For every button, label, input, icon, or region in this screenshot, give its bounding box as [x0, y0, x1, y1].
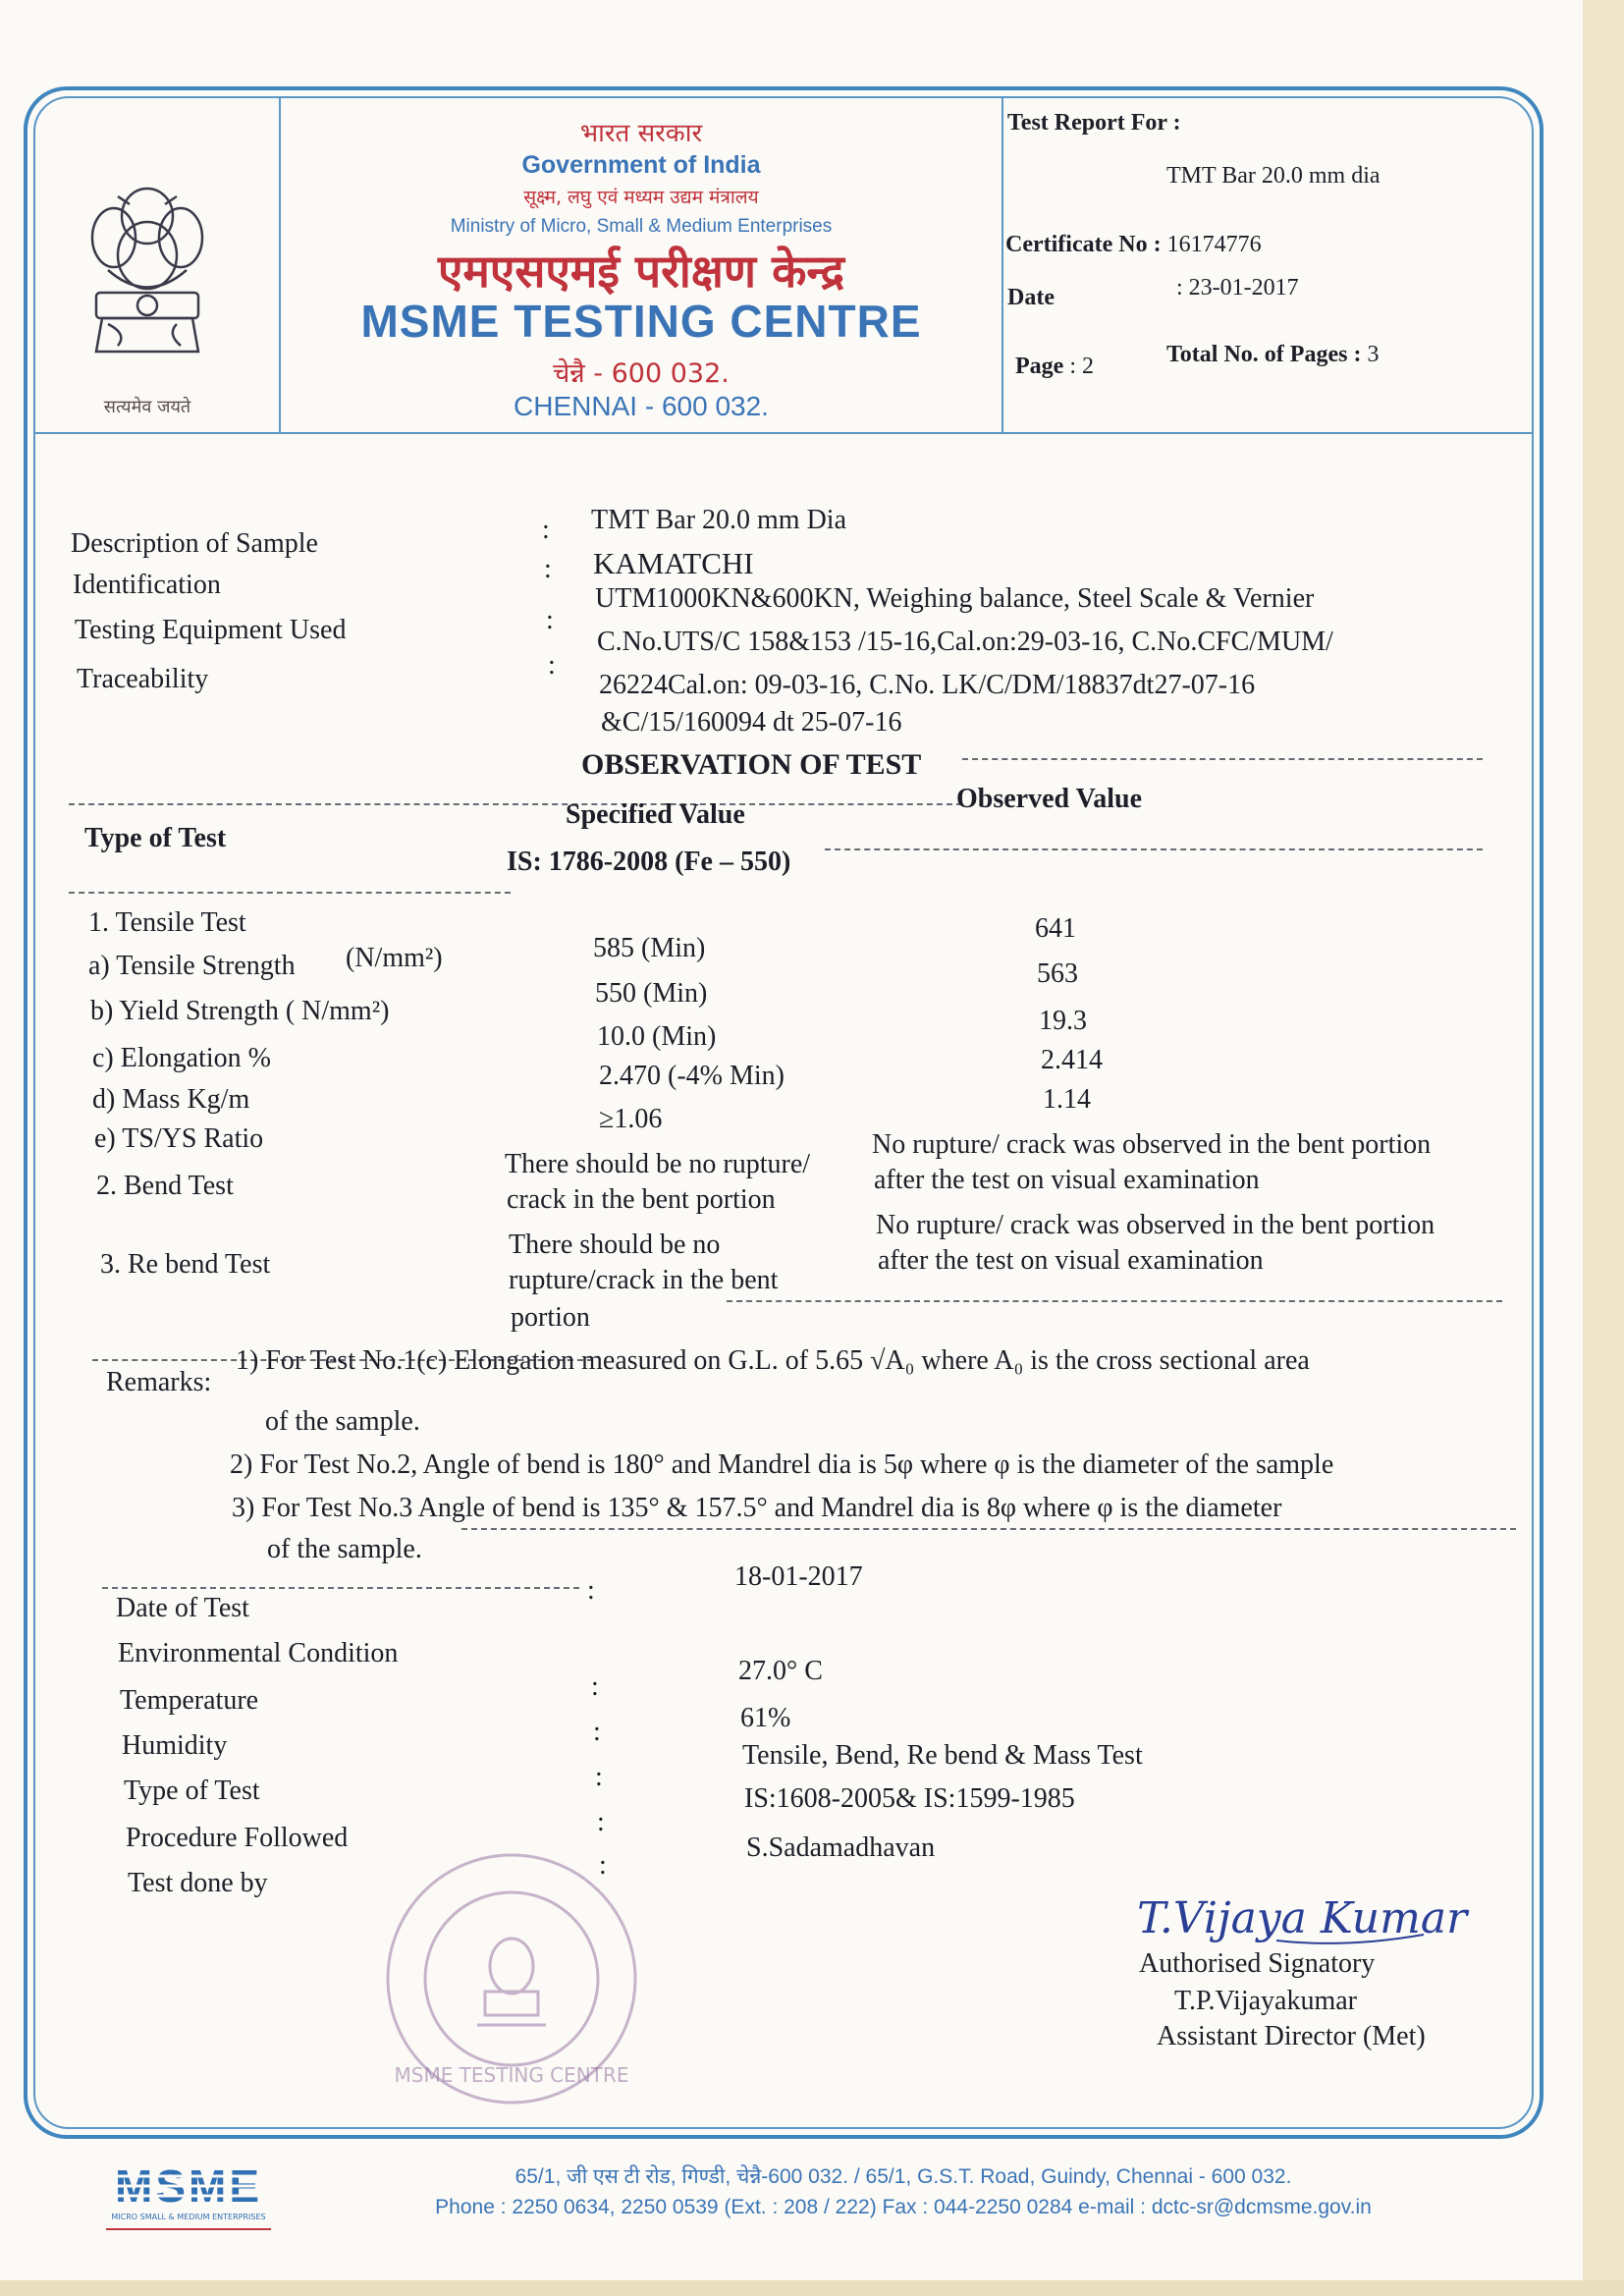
label-procedure: Procedure Followed: [126, 1823, 349, 1853]
certificate-label: Certificate No :: [1005, 232, 1162, 257]
colon: :: [597, 1807, 605, 1837]
remark-3-cont: of the sample.: [267, 1534, 422, 1564]
bend-spec: There should be no rupture/: [505, 1149, 811, 1179]
emblem-motto: सत्यमेव जयते: [103, 397, 191, 417]
value-test-done-by: S.Sadamadhavan: [746, 1832, 936, 1863]
signatory-name: T.P.Vijayakumar: [1174, 1986, 1357, 2016]
certificate-number: 16174776: [1166, 232, 1262, 257]
city-english: CHENNAI - 600 032.: [514, 391, 769, 421]
signatory-designation: Assistant Director (Met): [1157, 2021, 1426, 2051]
colon: :: [595, 1762, 603, 1792]
row-observed: 19.3: [1039, 1006, 1087, 1036]
colon: :: [593, 1717, 601, 1747]
divider: [962, 758, 1483, 760]
remark-3: 3) For Test No.3 Angle of bend is 135° & 157.5° and Mandrel dia is 8φ where φ is the diameter: [232, 1493, 1282, 1523]
label-description: Description of Sample: [71, 528, 318, 559]
total-pages-value: 3: [1367, 342, 1380, 367]
row-specified: ≥1.06: [599, 1104, 663, 1134]
seal-text: MSME TESTING CENTRE: [394, 2063, 629, 2087]
header-divider-left: [279, 96, 281, 434]
label-traceability: Traceability: [77, 664, 209, 694]
col-observed-value: Observed Value: [956, 784, 1143, 814]
row-specified: 10.0 (Min): [597, 1021, 717, 1052]
row-name: 1. Tensile Test: [88, 907, 246, 938]
office-seal-icon: [379, 1846, 644, 2111]
row-unit: (N/mm²): [346, 943, 443, 973]
remark-1-cont: of the sample.: [265, 1406, 420, 1437]
report-for-value: TMT Bar 20.0 mm dia: [1166, 163, 1380, 189]
row-observed: 563: [1037, 958, 1078, 989]
value-equipment: UTM1000KN&600KN, Weighing balance, Steel Scale & Vernier: [595, 583, 1315, 614]
report-for-label: Test Report For :: [1007, 110, 1181, 136]
ministry-english: Ministry of Micro, Small & Medium Enterprises: [450, 216, 833, 237]
value-date-of-test: 18-01-2017: [734, 1561, 863, 1592]
city-hindi: चेन्नै - 600 032.: [553, 358, 730, 389]
govt-hindi: भारत सरकार: [579, 119, 703, 148]
label-type-of-test: Type of Test: [124, 1776, 260, 1806]
page-label: Page: [1015, 354, 1064, 379]
signature: [1129, 1878, 1468, 1956]
label-temperature: Temperature: [120, 1685, 259, 1716]
col-specified-value: Specified Value: [566, 799, 745, 830]
remark-1: 1) For Test No.1(c) Elongation measured on G.L. of 5.65 √A₀ where A₀ is the cross sectional area: [236, 1345, 1310, 1376]
row-name: c) Elongation %: [92, 1043, 271, 1073]
value-trace-3: &C/15/160094 dt 25-07-16: [601, 707, 902, 738]
row-name: d) Mass Kg/m: [92, 1084, 250, 1115]
colon: :: [544, 554, 552, 584]
centre-hindi: एमएसएमई परीक्षण केन्द्र: [437, 245, 845, 298]
bend-spec: crack in the bent portion: [507, 1184, 776, 1215]
row-observed: 1.14: [1043, 1084, 1091, 1115]
value-temperature: 27.0° C: [738, 1656, 823, 1686]
label-test-done-by: Test done by: [128, 1868, 268, 1898]
header-divider-right: [1001, 96, 1003, 434]
colon: :: [591, 1671, 599, 1702]
footer-address: 65/1, जी एस टी रोड, गिण्डी, चेन्नै-600 032. / 65/1, G.S.T. Road, Guindy, Chennai - 600 032.: [514, 2165, 1292, 2188]
rebend-observed: No rupture/ crack was observed in the bent portion: [876, 1210, 1435, 1240]
rebend-spec: There should be no: [509, 1230, 721, 1260]
msme-logo-icon: [98, 2159, 279, 2247]
value-type-of-test: Tensile, Bend, Re bend & Mass Test: [742, 1740, 1143, 1771]
remark-2: 2) For Test No.2, Angle of bend is 180° and Mandrel dia is 5φ where φ is the diameter of the sample: [230, 1449, 1334, 1480]
divider: [461, 1528, 1516, 1530]
row-specified: 550 (Min): [595, 978, 708, 1009]
rebend-spec: rupture/crack in the bent: [509, 1265, 779, 1295]
signature-text: T.Vijaya Kumar: [1137, 1893, 1468, 1943]
value-humidity: 61%: [740, 1703, 791, 1733]
divider: [825, 848, 1483, 850]
ministry-hindi: सूक्ष्म, लघु एवं मध्यम उद्यम मंत्रालय: [523, 187, 759, 208]
row-name: a) Tensile Strength: [88, 951, 296, 981]
observation-title: OBSERVATION OF TEST: [581, 748, 922, 781]
bend-observed: after the test on visual examination: [874, 1165, 1260, 1195]
value-description: TMT Bar 20.0 mm Dia: [591, 505, 847, 535]
standard: IS: 1786-2008 (Fe – 550): [507, 847, 791, 877]
colon: :: [587, 1575, 595, 1606]
value-procedure: IS:1608-2005& IS:1599-1985: [744, 1783, 1075, 1814]
colon: :: [542, 515, 550, 545]
page-bottom-edge: [0, 2280, 1624, 2296]
colon: :: [548, 650, 556, 681]
date-label: Date: [1007, 285, 1055, 310]
bend-test-name: 2. Bend Test: [96, 1171, 234, 1201]
divider: [102, 1587, 579, 1589]
govt-english: Government of India: [521, 151, 761, 179]
row-specified: 585 (Min): [593, 933, 706, 963]
date-value: : 23-01-2017: [1176, 275, 1299, 301]
label-humidity: Humidity: [122, 1730, 228, 1761]
row-observed: 2.414: [1041, 1045, 1103, 1075]
lion-emblem-icon: [79, 177, 216, 393]
divider: [727, 1300, 1502, 1302]
row-observed: 641: [1035, 913, 1076, 944]
colon: :: [546, 605, 554, 635]
label-environment: Environmental Condition: [118, 1638, 399, 1668]
logo-text: MSME: [115, 2160, 262, 2212]
bend-observed: No rupture/ crack was observed in the bent portion: [872, 1129, 1432, 1160]
rebend-spec: portion: [511, 1302, 590, 1333]
label-identification: Identification: [73, 570, 221, 600]
centre-english: MSME TESTING CENTRE: [360, 296, 922, 347]
logo-subtext: MICRO SMALL & MEDIUM ENTERPRISES: [111, 2213, 266, 2221]
colon: :: [599, 1850, 607, 1881]
label-date-of-test: Date of Test: [116, 1593, 249, 1623]
divider: [69, 892, 511, 894]
remarks-label: Remarks:: [106, 1367, 212, 1397]
total-pages-label: Total No. of Pages :: [1166, 342, 1362, 367]
row-name: b) Yield Strength ( N/mm²): [90, 996, 390, 1026]
value-trace-2: 26224Cal.on: 09-03-16, C.No. LK/C/DM/18837dt27-07-16: [599, 670, 1256, 700]
row-specified: 2.470 (-4% Min): [599, 1061, 785, 1091]
rebend-test-name: 3. Re bend Test: [100, 1249, 271, 1280]
rebend-observed: after the test on visual examination: [878, 1245, 1264, 1276]
value-trace-1: C.No.UTS/C 158&153 /15-16,Cal.on:29-03-16, C.No.CFC/MUM/: [597, 627, 1333, 657]
footer-contact: Phone : 2250 0634, 2250 0539 (Ext. : 208 / 222) Fax : 044-2250 0284 e-mail : dctc-sr@dcmsme.gov.in: [435, 2196, 1372, 2218]
row-name: e) TS/YS Ratio: [94, 1123, 264, 1154]
page-edge: [1583, 0, 1624, 2296]
signatory-title: Authorised Signatory: [1139, 1948, 1376, 1979]
divider: [69, 803, 962, 805]
col-type-of-test: Type of Test: [84, 823, 227, 853]
page-value: : 2: [1069, 354, 1094, 379]
value-identification: KAMATCHI: [593, 546, 754, 580]
label-equipment: Testing Equipment Used: [75, 615, 347, 645]
